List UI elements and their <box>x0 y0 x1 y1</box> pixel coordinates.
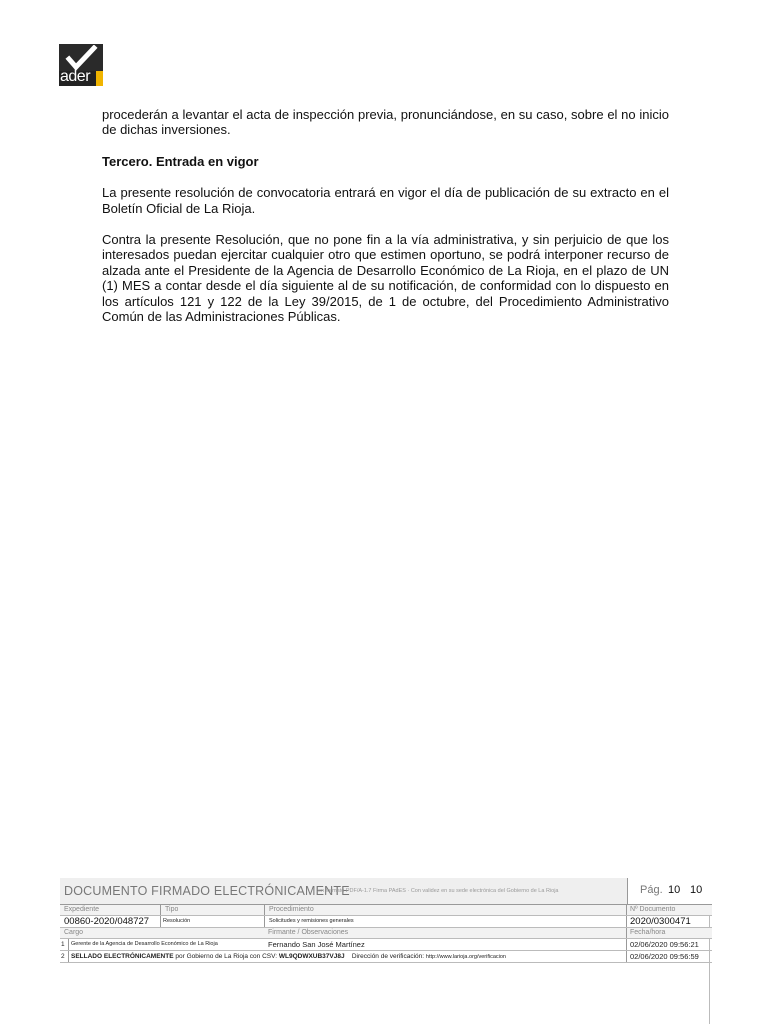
values-row <box>60 916 712 928</box>
header-row-2 <box>60 928 712 939</box>
page-label: Pág. <box>640 884 663 896</box>
signature-index-2: 2 <box>61 953 65 960</box>
logo-accent <box>96 71 103 86</box>
expediente-value: 00860-2020/048727 <box>64 916 150 927</box>
verify-url: http://www.larioja.org/verificacion <box>425 954 506 960</box>
header-fecha: Fecha/hora <box>626 928 712 938</box>
ader-logo <box>59 44 103 86</box>
section-heading: Tercero. Entrada en vigor <box>102 153 259 169</box>
paragraph-inspection: procederán a levantar el acta de inspección previa, pronunciándose, en su caso, sobre el no inicio de dichas inversiones. <box>102 107 669 138</box>
page-counter <box>627 878 712 904</box>
seal-text: por Gobierno de La Rioja con CSV: <box>175 953 278 960</box>
header-firmante: Firmante / Observaciones <box>268 929 349 936</box>
signature-date-2: 02/06/2020 09:56:59 <box>626 951 712 962</box>
signer-name: Fernando San José Martínez <box>268 940 365 949</box>
paragraph-appeal: Contra la presente Resolución, que no pone fin a la vía administrativa, y sin perjuicio de que los interesados puedan ejercitar cualquier otro que estimen oportuno, se podrá interponer recurso de alzada ante el Presidente de la Agencia de Desarrollo Económico de La Rioja, en el plazo de UN (1) MES a contar desde el día siguiente al de su notificación, de conformidad con lo dispuesto en los artículos 121 y 122 de la Ley 39/2015, de 1 de octubre, del Procedimiento Administrativo Común de las Administraciones Públicas. <box>102 232 669 325</box>
signature-row-2 <box>60 951 712 963</box>
footer-title: DOCUMENTO FIRMADO ELECTRÓNICAMENTE <box>64 884 350 898</box>
page-total: 10 <box>690 884 703 896</box>
signature-footer <box>60 878 712 963</box>
logo-text: ader <box>60 68 91 85</box>
signer-position: Gerente de la Agencia de Desarrollo Económico de La Rioja <box>68 939 218 950</box>
header-documento: Nº Documento <box>626 905 712 915</box>
documento-value: 2020/0300471 <box>626 916 712 927</box>
header-expediente: Expediente <box>64 906 100 913</box>
signature-row-1 <box>60 939 712 951</box>
page-number: 10 <box>668 884 681 896</box>
footer-subtitle: en formato PDF/A-1.7 Firma PAdES · Con validez en su sede electrónica del Gobierno de La Rioja <box>318 888 559 894</box>
signature-index-1: 1 <box>61 941 65 948</box>
header-tipo: Tipo <box>160 905 178 915</box>
header-row-1 <box>60 905 712 916</box>
seal-label: SELLADO ELECTRÓNICAMENTE <box>71 953 174 960</box>
csv-code: WL9QDWXUB37VJ8J <box>278 953 345 960</box>
footer-title-bar <box>60 878 712 905</box>
paragraph-entry-into-force: La presente resolución de convocatoria entrará en vigor el día de publicación de su extracto en el Boletín Oficial de La Rioja. <box>102 185 669 216</box>
header-cargo: Cargo <box>64 929 84 936</box>
tipo-value: Resolución <box>160 916 190 927</box>
header-procedimiento: Procedimiento <box>264 905 314 915</box>
procedimiento-value: Solicitudes y remisiones generales <box>264 916 354 927</box>
document-body <box>102 107 669 324</box>
seal-info <box>68 951 626 962</box>
verify-label: Dirección de verificación: <box>351 953 425 960</box>
signature-date-1: 02/06/2020 09:56:21 <box>626 939 712 950</box>
